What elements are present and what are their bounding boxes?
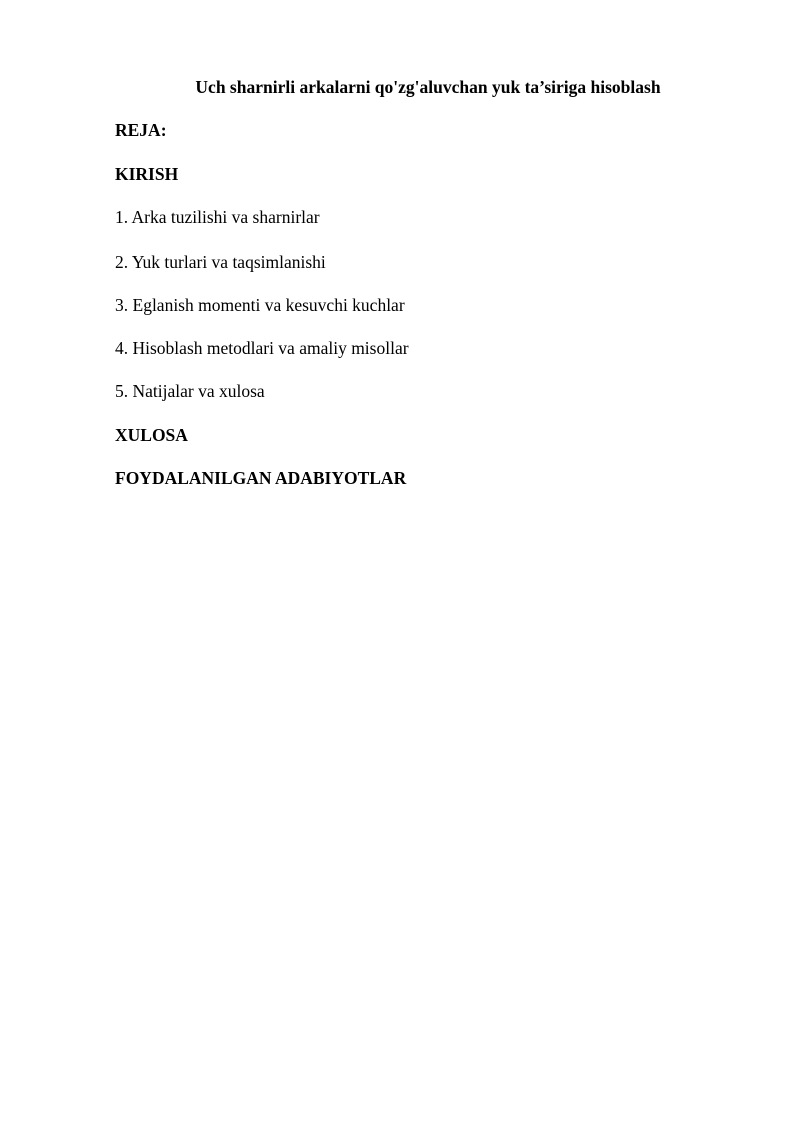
section-references: FOYDALANILGAN ADABIYOTLAR <box>115 468 407 488</box>
plan-heading: REJA: <box>115 120 167 140</box>
section-conclusion: XULOSA <box>115 425 188 445</box>
plan-item: 2. Yuk turlari va taqsimlanishi <box>115 252 326 272</box>
plan-item: 5. Natijalar va xulosa <box>115 381 265 401</box>
plan-item: 1. Arka tuzilishi va sharnirlar <box>115 207 320 227</box>
plan-item: 4. Hisoblash metodlari va amaliy misollar <box>115 338 409 358</box>
document-title: Uch sharnirli arkalarni qo'zg'aluvchan yuk ta’siriga hisoblash <box>195 77 661 97</box>
plan-item: 3. Eglanish momenti va kesuvchi kuchlar <box>115 295 405 315</box>
section-intro: KIRISH <box>115 164 179 184</box>
